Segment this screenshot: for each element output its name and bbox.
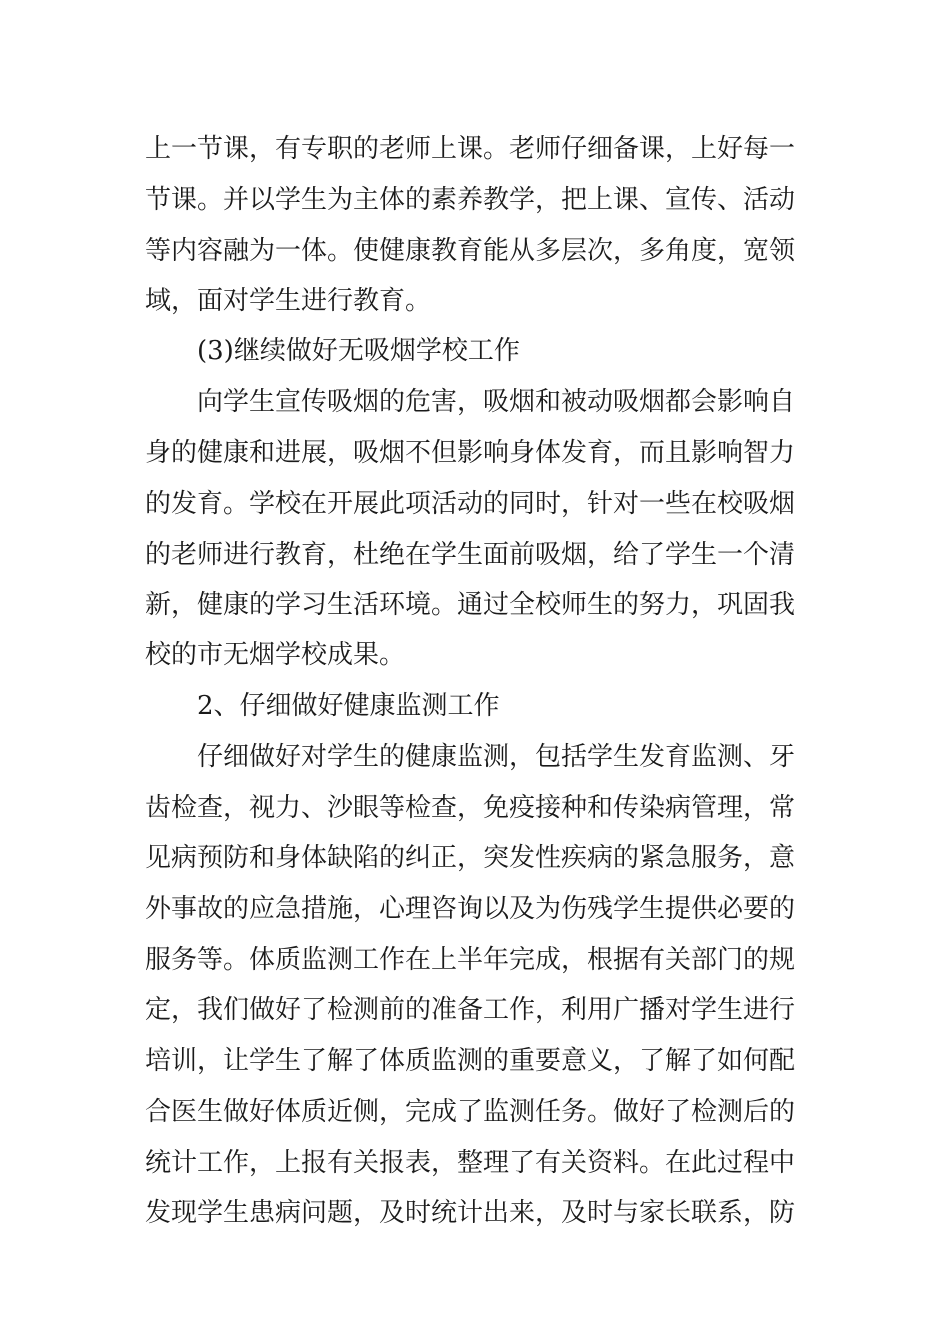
text-line: 合医生做好体质近侧，完成了监测任务。做好了检测后的 bbox=[145, 1097, 796, 1127]
text-line: 校的市无烟学校成果。 bbox=[145, 640, 406, 670]
text-line: 的老师进行教育，杜绝在学生面前吸烟，给了学生一个清 bbox=[145, 540, 796, 570]
text-line: 仔细做好对学生的健康监测，包括学生发育监测、牙 bbox=[197, 742, 796, 772]
text-line: 新，健康的学习生活环境。通过全校师生的努力，巩固我 bbox=[145, 590, 796, 620]
text-line: 的发育。学校在开展此项活动的同时，针对一些在校吸烟 bbox=[145, 489, 796, 519]
text-line: 见病预防和身体缺陷的纠正，突发性疾病的紧急服务，意 bbox=[145, 843, 796, 873]
text-line: 统计工作，上报有关报表，整理了有关资料。在此过程中 bbox=[145, 1148, 796, 1178]
text-line: 服务等。体质监测工作在上半年完成，根据有关部门的规 bbox=[145, 945, 796, 975]
section-heading: 2、仔细做好健康监测工作 bbox=[197, 691, 500, 721]
text-line: 域，面对学生进行教育。 bbox=[145, 286, 432, 316]
text-line: 外事故的应急措施，心理咨询以及为伤残学生提供必要的 bbox=[145, 894, 796, 924]
text-line: 发现学生患病问题，及时统计出来，及时与家长联系，防 bbox=[145, 1198, 796, 1228]
text-line: 上一节课，有专职的老师上课。老师仔细备课，上好每一 bbox=[145, 134, 796, 164]
text-line: 身的健康和进展，吸烟不但影响身体发育，而且影响智力 bbox=[145, 438, 796, 468]
text-line: 节课。并以学生为主体的素养教学，把上课、宣传、活动 bbox=[145, 185, 796, 215]
section-heading: (3)继续做好无吸烟学校工作 bbox=[197, 336, 520, 366]
text-line: 齿检查，视力、沙眼等检查，免疫接种和传染病管理，常 bbox=[145, 793, 796, 823]
text-line: 等内容融为一体。使健康教育能从多层次，多角度，宽领 bbox=[145, 236, 796, 266]
text-line: 培训，让学生了解了体质监测的重要意义，了解了如何配 bbox=[145, 1046, 796, 1076]
text-line: 定，我们做好了检测前的准备工作，利用广播对学生进行 bbox=[145, 995, 796, 1025]
text-line: 向学生宣传吸烟的危害，吸烟和被动吸烟都会影响自 bbox=[197, 387, 796, 417]
